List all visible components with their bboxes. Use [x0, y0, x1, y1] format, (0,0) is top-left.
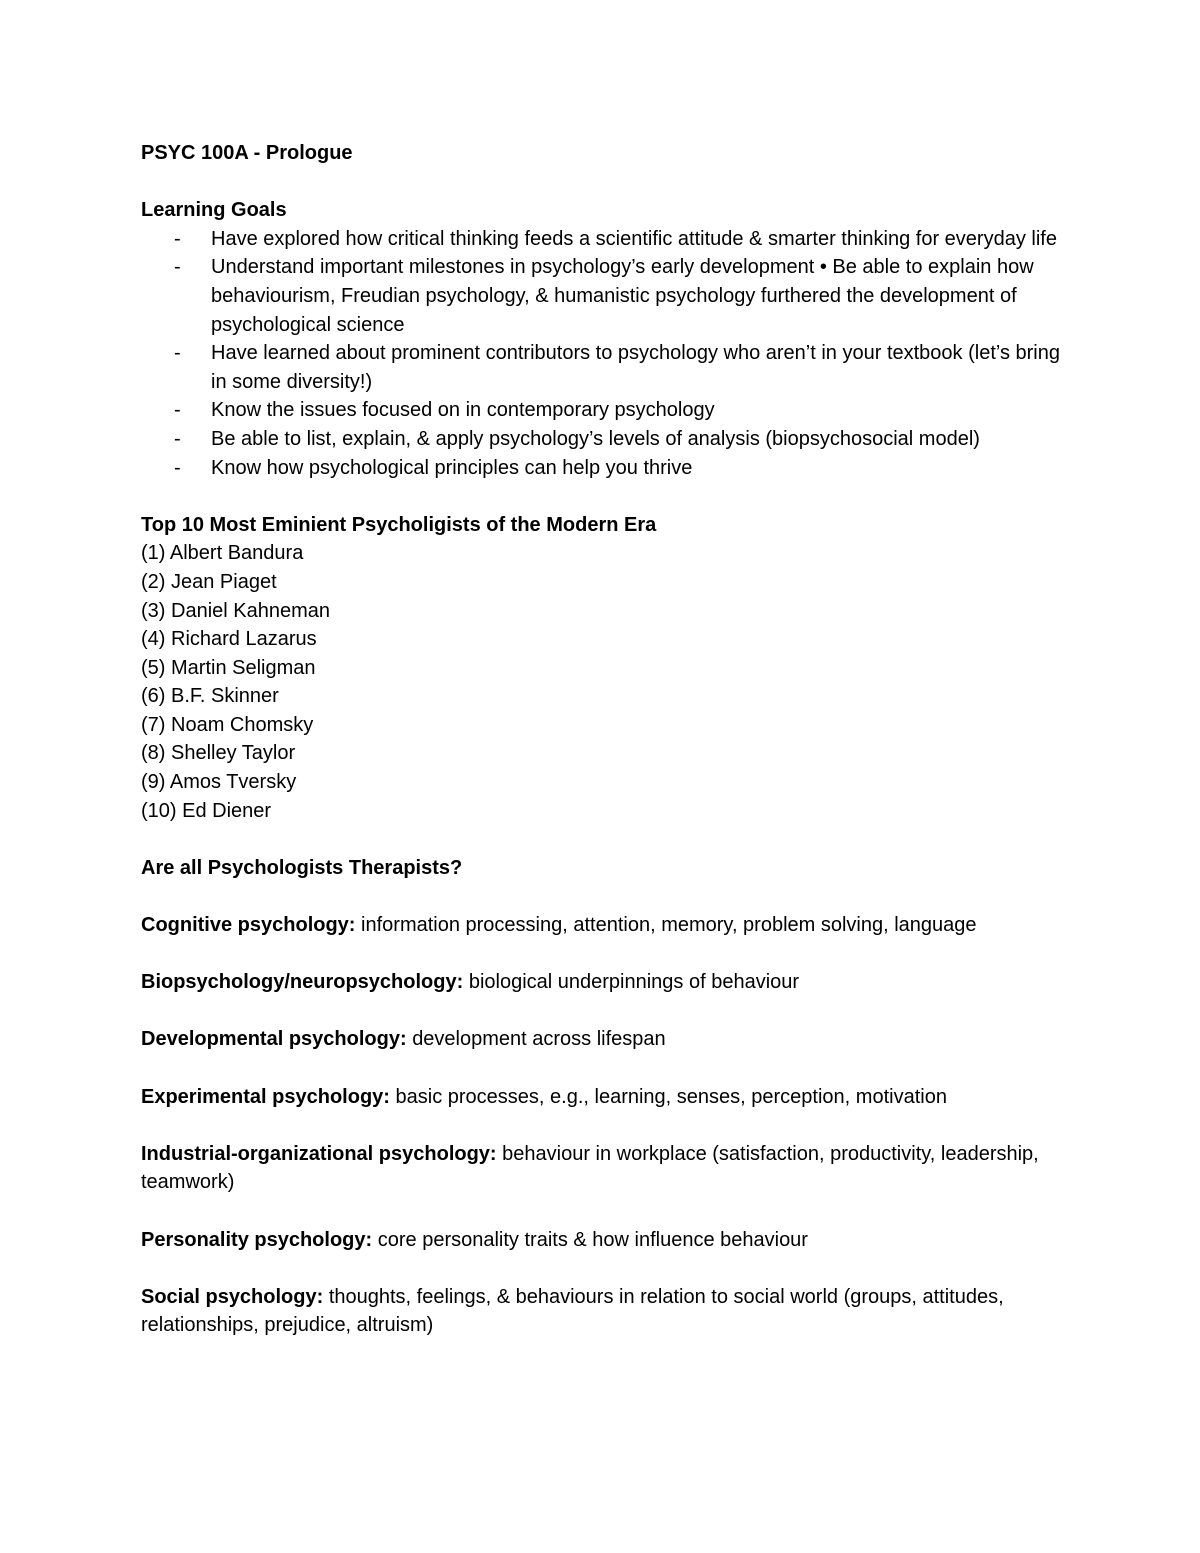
blank-line: [141, 1054, 1071, 1083]
area-cognitive: [141, 911, 1071, 940]
list-item: [141, 225, 1071, 254]
blank-line: [141, 1254, 1071, 1283]
list-item: [141, 396, 1071, 425]
area-term: Industrial-organizational psychology:: [141, 1142, 497, 1165]
top-psychologists-heading: Top 10 Most Eminient Psycholigists of the Modern Era: [141, 513, 657, 536]
area-term: Cognitive psychology:: [141, 914, 356, 937]
area-social: [141, 1283, 1071, 1340]
blank-line: [141, 997, 1071, 1026]
psychologist-item: (5) Martin Seligman: [141, 656, 316, 679]
goal-text: Know the issues focused on in contemporary psychology: [211, 399, 715, 422]
dash-bullet: -: [174, 399, 181, 422]
dash-bullet: -: [174, 456, 181, 479]
therapists-question-heading: Are all Psychologists Therapists?: [141, 856, 463, 879]
learning-goals-heading: Learning Goals: [141, 199, 287, 222]
area-term: Experimental psychology:: [141, 1085, 390, 1108]
blank-line: [141, 1111, 1071, 1140]
area-definition: thoughts, feelings, & behaviours in relation to social world (groups, attitudes, relationships, prejudice, altruism): [141, 1285, 1004, 1337]
top-psychologists-list: [141, 539, 1071, 825]
area-personality: [141, 1226, 1071, 1255]
area-developmental: [141, 1025, 1071, 1054]
psychologist-item: (10) Ed Diener: [141, 799, 272, 822]
list-item: [141, 454, 1071, 483]
goal-text: Have explored how critical thinking feeds a scientific attitude & smarter thinking for everyday life: [211, 227, 1057, 250]
area-term: Developmental psychology:: [141, 1028, 407, 1051]
goal-text: Understand important milestones in psychology’s early development • Be able to explain how behaviourism, Freudian psychology, & humanistic psychology furthered the development of psychological science: [211, 256, 1034, 336]
psychologist-item: (9) Amos Tversky: [141, 771, 297, 794]
blank-line: [141, 168, 1071, 197]
dash-bullet: -: [174, 342, 181, 365]
learning-goals-list: [141, 225, 1071, 482]
psychologist-item: (1) Albert Bandura: [141, 542, 304, 565]
psychologist-item: (2) Jean Piaget: [141, 570, 277, 593]
psychologist-item: (3) Daniel Kahneman: [141, 599, 330, 622]
list-item: [141, 253, 1071, 339]
area-biopsychology: [141, 968, 1071, 997]
dash-bullet: -: [174, 227, 181, 250]
blank-line: [141, 940, 1071, 969]
document-title: PSYC 100A - Prologue: [141, 142, 353, 164]
area-definition: core personality traits & how influence behaviour: [377, 1228, 808, 1251]
area-industrial-organizational: [141, 1140, 1071, 1197]
psychologist-item: (6) B.F. Skinner: [141, 685, 279, 708]
blank-line: [141, 825, 1071, 854]
area-definition: information processing, attention, memory, problem solving, language: [361, 914, 977, 937]
psychologist-item: (8) Shelley Taylor: [141, 742, 296, 765]
area-term: Personality psychology:: [141, 1228, 373, 1251]
list-item: [141, 425, 1071, 454]
list-item: [141, 339, 1071, 396]
document-content: [141, 139, 1071, 1340]
goal-text: Know how psychological principles can help you thrive: [211, 456, 693, 479]
blank-line: [141, 1197, 1071, 1226]
dash-bullet: -: [174, 427, 181, 450]
psychologist-item: (4) Richard Lazarus: [141, 628, 317, 651]
dash-bullet: -: [174, 256, 181, 279]
blank-line: [141, 882, 1071, 911]
goal-text: Have learned about prominent contributors to psychology who aren’t in your textbook (let’s bring in some diversity!): [211, 342, 1060, 393]
goal-text: Be able to list, explain, & apply psychology’s levels of analysis (biopsychosocial model): [211, 427, 980, 450]
area-definition: biological underpinnings of behaviour: [468, 971, 800, 994]
area-experimental: [141, 1083, 1071, 1112]
psychologist-item: (7) Noam Chomsky: [141, 713, 314, 736]
area-definition: basic processes, e.g., learning, senses, perception, motivation: [395, 1085, 947, 1108]
area-definition: development across lifespan: [412, 1028, 666, 1051]
blank-line: [141, 482, 1071, 511]
area-term: Biopsychology/neuropsychology:: [141, 971, 464, 994]
area-term: Social psychology:: [141, 1285, 324, 1308]
area-definition: behaviour in workplace (satisfaction, productivity, leadership, teamwork): [141, 1142, 1039, 1194]
